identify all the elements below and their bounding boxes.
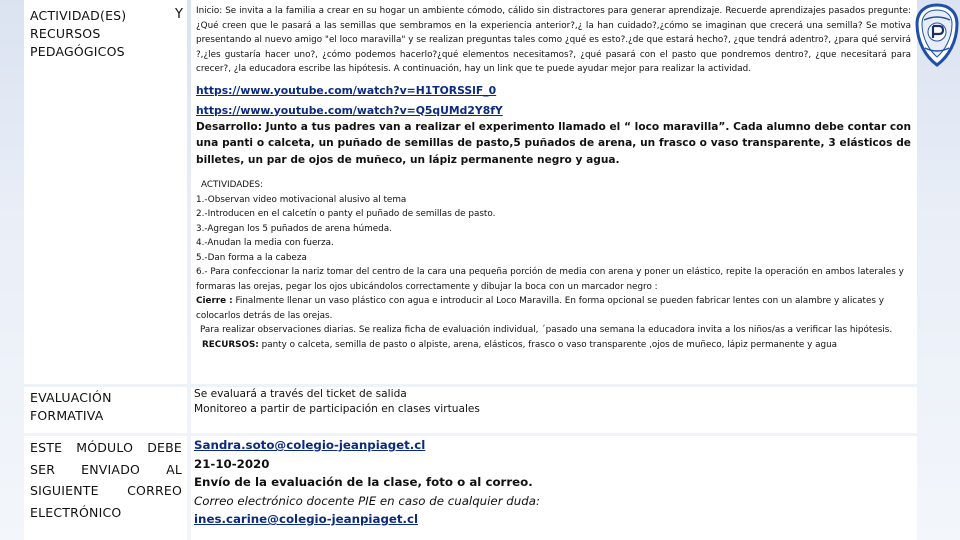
activities-content bbox=[191, 0, 917, 384]
activities-header: ACTIVIDAD(ES) RECURSOS PEDAGÓGICOS bbox=[30, 8, 127, 59]
cierre-label: Cierre : bbox=[196, 296, 233, 306]
step-4: 4.-Anudan la media con fuerza. bbox=[196, 238, 334, 248]
evaluation-header-cell bbox=[24, 387, 187, 433]
send-header-cell bbox=[24, 436, 187, 540]
evaluation-line-2: Monitoreo a partir de participación en clases virtuales bbox=[194, 402, 480, 415]
pie-label: Correo electrónico docente PIE en caso de cualquier duda: bbox=[194, 493, 540, 508]
recursos-paragraph bbox=[196, 338, 911, 353]
send-instruction: Envío de la evaluación de la clase, foto o al correo. bbox=[194, 475, 533, 489]
actividades-title: ACTIVIDADES: bbox=[201, 180, 264, 190]
step-5: 5.-Dan forma a la cabeza bbox=[196, 252, 307, 263]
send-header: ESTE MÓDULO DEBE SER ENVIADO AL SIGUIENTE CORREO ELECTRÓNICO bbox=[30, 440, 182, 520]
activities-header-y: Y bbox=[175, 7, 183, 22]
cierre-text: Finalmente llenar un vaso plástico con agua e introducir al Loco Maravilla. En forma opcional se pueden fabricar lentes con un alambre y alicates y colocarlos detrás de las orejas. bbox=[196, 296, 884, 321]
video-link-2[interactable]: https://www.youtube.com/watch?v=Q5qUMd2Y8fY bbox=[196, 103, 503, 117]
step-3: 3.-Agregan los 5 puñados de arena húmeda. bbox=[196, 223, 392, 234]
step-1: 1.-Observan video motivacional alusivo al tema bbox=[196, 194, 407, 205]
desarrollo-text: Desarrollo: Junto a tus padres van a realizar el experimento llamado el “ loco maravilla”. Cada alumno debe contar con una panti o calceta, un puñado de semillas de pasto,5 puñados de arena, un frasco o vaso transparente, 3 elásticos de billetes, un par de ojos de muñeco, un lápiz permanente negro y agua. bbox=[196, 120, 911, 166]
lesson-table bbox=[24, 0, 917, 540]
email-pie[interactable]: ines.carine@colegio-jeanpiaget.cl bbox=[194, 512, 419, 526]
send-content bbox=[191, 436, 917, 540]
evaluation-content bbox=[191, 387, 917, 433]
observaciones-text: Para realizar observaciones diarias. Se realiza ficha de evaluación individual, ´pasado una semana la educadora invita a los niños/as a verificar las hipótesis. bbox=[200, 325, 893, 335]
evaluation-header: EVALUACIÓN FORMATIVA bbox=[30, 390, 112, 423]
evaluation-line-1: Se evaluará a través del ticket de salida bbox=[194, 388, 407, 400]
step-2: 2.-Introducen en el calcetín o panty el puñado de semillas de pasto. bbox=[196, 209, 496, 219]
cierre-paragraph bbox=[196, 294, 911, 323]
recursos-label: RECURSOS: bbox=[202, 339, 259, 350]
email-docente[interactable]: Sandra.soto@colegio-jeanpiaget.cl bbox=[194, 438, 426, 452]
activities-header-cell bbox=[24, 0, 187, 384]
video-link-1[interactable]: https://www.youtube.com/watch?v=H1TORSSlF_0 bbox=[196, 83, 497, 97]
send-date: 21-10-2020 bbox=[194, 456, 270, 471]
school-logo-icon bbox=[915, 2, 959, 68]
recursos-text: panty o calceta, semilla de pasto o alpiste, arena, elásticos, frasco o vaso transparente ,ojos de muñeco, lápiz permanente y agua bbox=[261, 339, 838, 350]
inicio-text: Inicio: Se invita a la familia a crear en su hogar un ambiente cómodo, cálido sin distractores para generar aprendizaje. Recuerde aprendizajes pasados pregunte:¿Qué creen que le pasará a las semillas que sembramos en la experiencia anterior?,¿ la han cuidado?,¿cómo se imaginan que crecerá una semilla? Se motiva presentando al nuevo amigo "el loco maravilla" y se realizan preguntas tales como ¿qué es esto?.¿de que estará hecho?, ¿que tendrá adentro?, ¿para qué servirá ?,¿les gustaría hacer uno?, ¿cómo podemos hacerlo?¿qué elementos necesitamos?, ¿qué pasará con el pasto que pondremos dentro?, ¿que necesitará para crecer?, ¿la educadora escribe las hipótesis. A continuación, hay un link que te puede ayudar mejor para realizar la actividad. bbox=[196, 6, 911, 74]
step-6: 6.- Para confeccionar la nariz tomar del centro de la cara una pequeña porción de media con arena y poner un elástico, repite la operación en ambos laterales y formaras las orejas, pegar los ojos ubicándolos correctamente y dibujar la boca con un marcador negro : bbox=[196, 267, 904, 292]
